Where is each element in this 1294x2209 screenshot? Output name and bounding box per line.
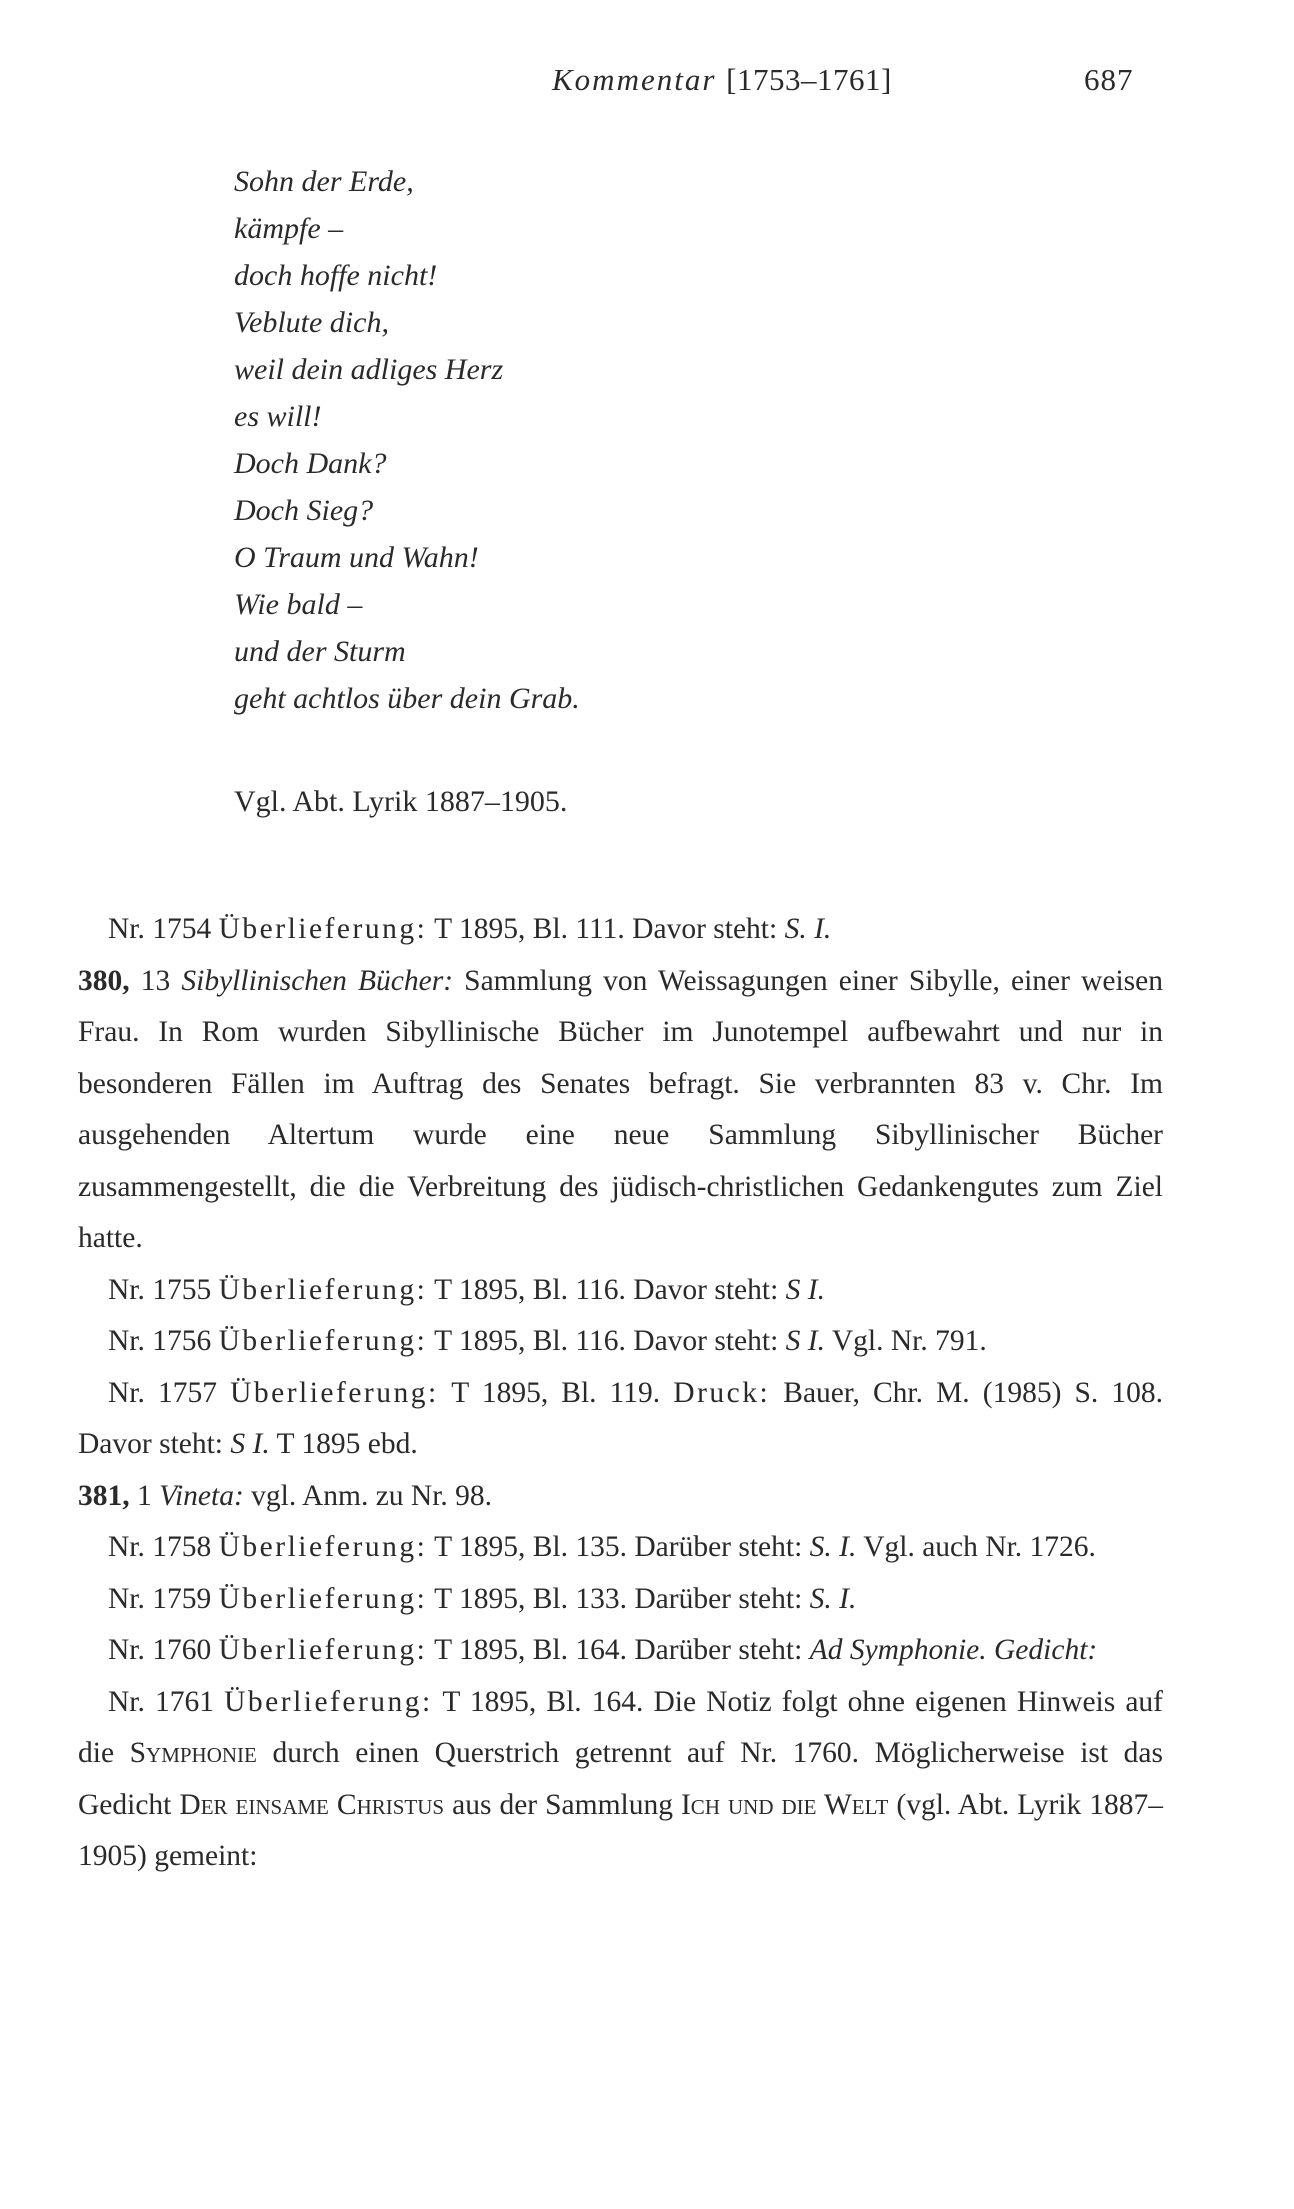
poem [234,158,580,722]
poem-line: weil dein adliges Herz [234,353,504,386]
poem-line: Sohn der Erde, [234,165,414,198]
running-head [0,62,1294,112]
poem-line: kämpfe – [234,212,344,245]
commentary [78,904,1163,1883]
poem-line: O Traum und Wahn! [234,541,479,574]
running-head-title: Kommentar [1753–1761] [552,62,892,97]
lemma-number: 380, [78,964,130,997]
running-head-range: [1753–1761] [726,62,892,97]
poem-reference: Vgl. Abt. Lyrik 1887–1905. [234,785,568,818]
poem-line: es will! [234,400,322,433]
poem-line: Wie bald – [234,588,363,621]
poem-line: geht achtlos über dein Grab. [234,682,580,715]
entry-1761: Nr. 1761 Überlieferung: T 1895, Bl. 164. Die Notiz folgt ohne eigenen Hinweis auf die Symphonie durch einen Querstrich getrennt auf Nr. 1760. Möglicherweise ist das Gedicht Der einsame Christus aus der Sammlung Ich und die Welt (vgl. Abt. Lyrik 1887–1905) gemeint: [78,1685,1163,1872]
entry-1757: Nr. 1757 Überlieferung: T 1895, Bl. 119. Druck: Bauer, Chr. M. (1985) S. 108. Davor steht: S I. T 1895 ebd. [78,1376,1164,1460]
page-number: 687 [1084,62,1134,97]
poem-line: Veblute dich, [234,306,389,339]
entry-1759: Nr. 1759 Überlieferung: T 1895, Bl. 133. Darüber steht: S. I. [108,1582,857,1615]
entry-1755: Nr. 1755 Überlieferung: T 1895, Bl. 116. Davor steht: S I. [108,1273,825,1306]
poem-line: und der Sturm [234,635,406,668]
note-380-13: 380, 13 Sibyllinischen Bücher: Sammlung von Weissagungen einer Sibylle, einer weisen Frau. In Rom wurden Sibyllinische Bücher im Junotempel aufbewahrt und nur in besonderen Fällen im Auftrag des Senates befragt. Sie verbrannten 83 v. Chr. Im ausgehenden Altertum wurde eine neue Sammlung Sibyllinischer Bücher zusammengestellt, die die Verbreitung des jüdisch-christlichen Gedankengutes zum Ziel hatte. [78,964,1163,1254]
entry-1760: Nr. 1760 Überlieferung: T 1895, Bl. 164. Darüber steht: Ad Symphonie. Gedicht: [108,1634,1098,1666]
entry-1756: Nr. 1756 Überlieferung: T 1895, Bl. 116. Davor steht: S I. Vgl. Nr. 791. [108,1325,987,1357]
entry-1758: Nr. 1758 Überlieferung: T 1895, Bl. 135. Darüber steht: S. I. Vgl. auch Nr. 1726. [108,1531,1096,1563]
entry-1754: Nr. 1754 Überlieferung: T 1895, Bl. 111. Davor steht: S. I. [108,913,832,945]
poem-line: Doch Dank? [234,447,387,480]
lemma-number: 381, [78,1479,130,1512]
note-381-1: 381, 1 Vineta: vgl. Anm. zu Nr. 98. [78,1479,493,1512]
poem-line: Doch Sieg? [234,494,374,527]
poem-line: doch hoffe nicht! [234,259,438,292]
